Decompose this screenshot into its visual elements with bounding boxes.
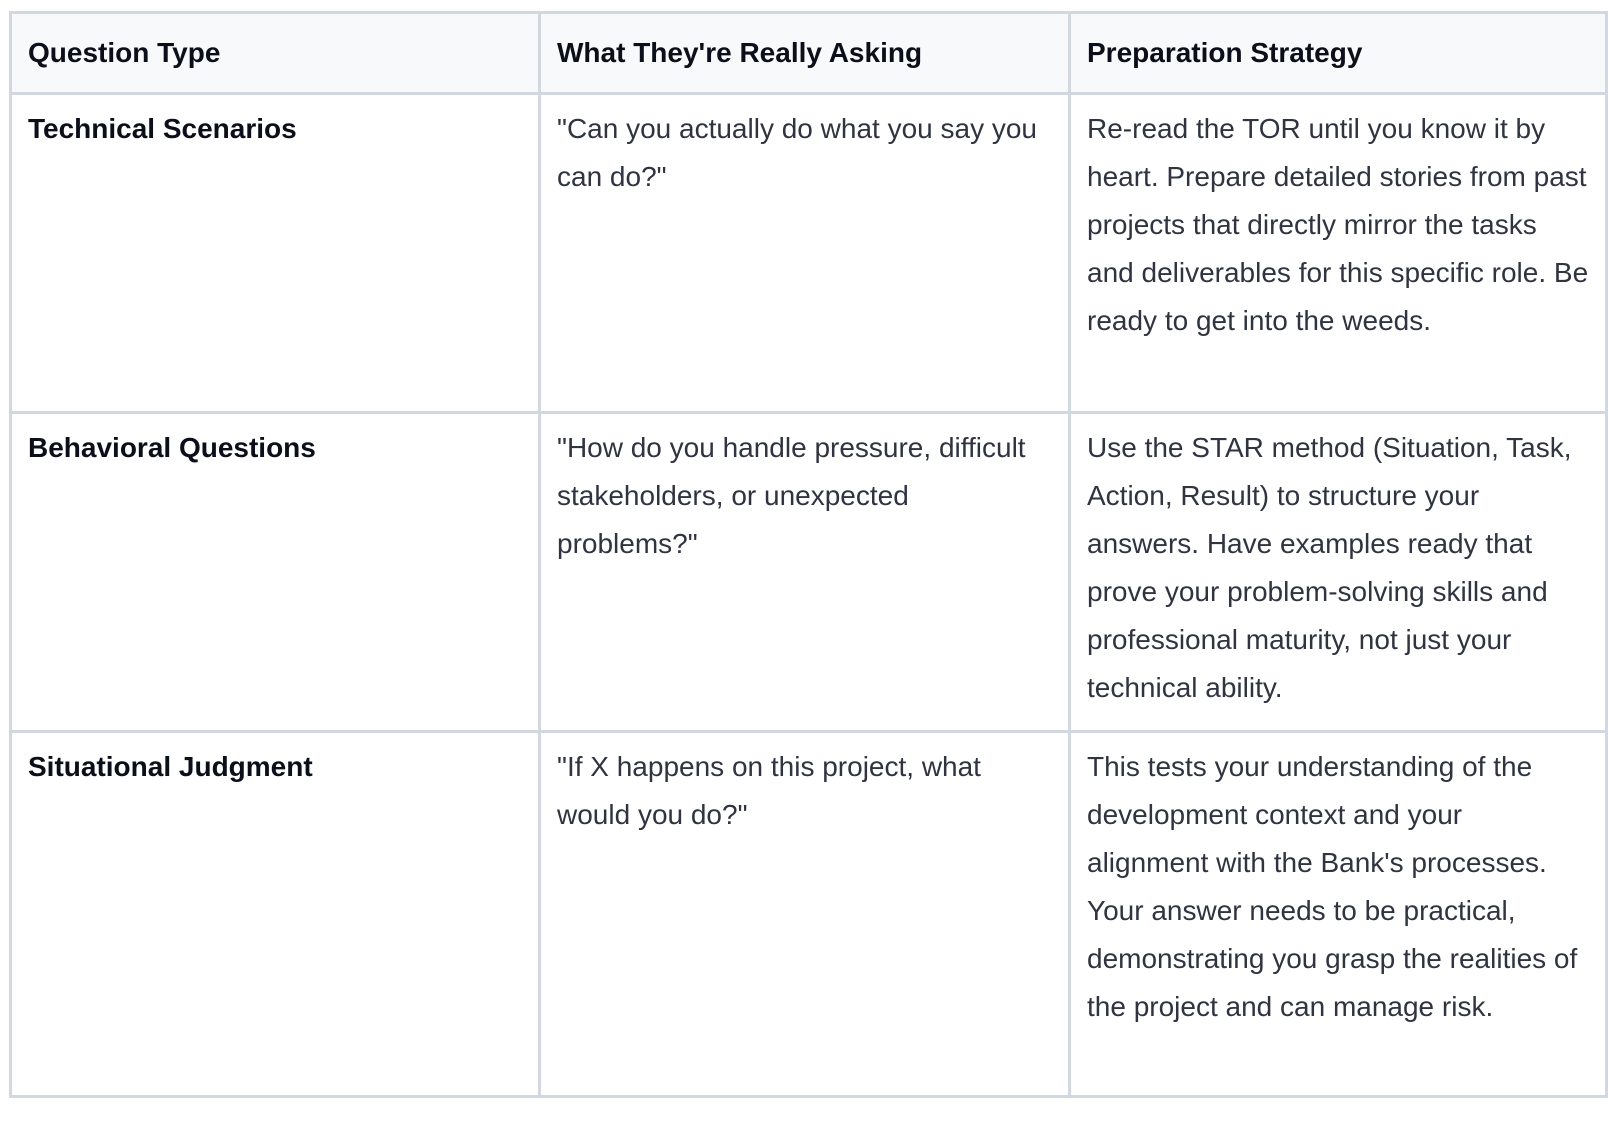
header-question-type: Question Type [11,13,540,94]
interview-questions-table [9,11,1608,1098]
table-body [11,94,1607,1097]
question-type-cell: Situational Judgment [11,732,540,1097]
asking-cell: "How do you handle pressure, difficult stakeholders, or unexpected problems?" [540,413,1070,732]
asking-cell: "If X happens on this project, what would you do?" [540,732,1070,1097]
strategy-cell: Use the STAR method (Situation, Task, Action, Result) to structure your answers. Have examples ready that prove your problem-solving skills and professional maturity, not just your technical ability. [1070,413,1607,732]
table-header [11,13,1607,94]
table-row [11,94,1607,413]
header-row [11,13,1607,94]
header-preparation-strategy: Preparation Strategy [1070,13,1607,94]
interview-questions-table-container [9,11,1605,1098]
question-type-cell: Behavioral Questions [11,413,540,732]
strategy-cell: This tests your understanding of the development context and your alignment with the Bank's processes. Your answer needs to be practical, demonstrating you grasp the realities of the project and can manage risk. [1070,732,1607,1097]
table-row [11,732,1607,1097]
asking-cell: "Can you actually do what you say you can do?" [540,94,1070,413]
table-row [11,413,1607,732]
question-type-cell: Technical Scenarios [11,94,540,413]
header-what-theyre-asking: What They're Really Asking [540,13,1070,94]
strategy-cell: Re-read the TOR until you know it by heart. Prepare detailed stories from past projects that directly mirror the tasks and deliverables for this specific role. Be ready to get into the weeds. [1070,94,1607,413]
